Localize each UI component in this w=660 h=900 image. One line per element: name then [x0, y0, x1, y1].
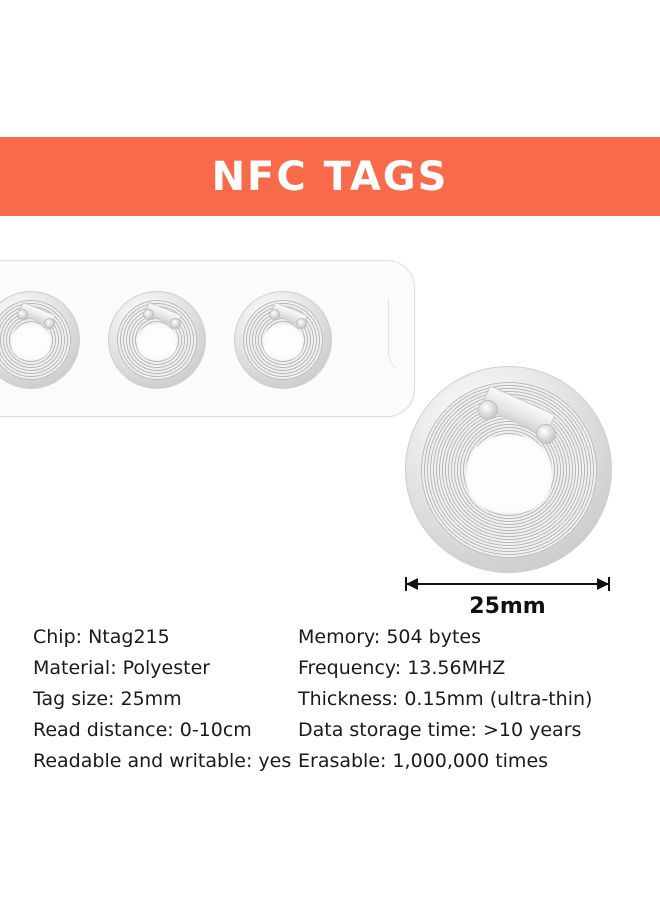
- spec-item-read-distance: Read distance: 0-10cm: [33, 719, 252, 741]
- spec-column-left: [0, 622, 298, 777]
- spec-item-readable-writable: Readable and writable: yes: [33, 750, 292, 772]
- coil-center: [11, 324, 51, 360]
- spec-item-material: Material: Polyester: [33, 657, 211, 679]
- spec-item-thickness: Thickness: 0.15mm (ultra-thin): [298, 688, 593, 710]
- chip-contact-dot: [143, 309, 154, 320]
- page-title: NFC TAGS: [211, 153, 449, 200]
- spec-item-chip: Chip: Ntag215: [33, 626, 170, 648]
- arrow-head-right: [597, 578, 609, 590]
- specification-list: [0, 622, 660, 777]
- nfc-tag-sheet: [0, 260, 415, 417]
- spec-column-right: [298, 622, 660, 777]
- spec-item-memory: Memory: 504 bytes: [298, 626, 481, 648]
- spec-item-erasable: Erasable: 1,000,000 times: [298, 750, 549, 772]
- chip-contact-dot: [44, 318, 55, 329]
- nfc-tag-small: [108, 291, 206, 389]
- chip-contact-dot: [17, 309, 28, 320]
- chip-contact-dot: [170, 318, 181, 329]
- chip-contact-dot: [536, 424, 556, 444]
- nfc-tag-small: [234, 291, 332, 389]
- product-photo: [0, 222, 660, 622]
- spec-item-tag-size: Tag size: 25mm: [33, 688, 182, 710]
- product-title-banner: [0, 137, 660, 216]
- arrow-head-left: [406, 578, 418, 590]
- chip-contact-dot: [269, 309, 280, 320]
- double-arrow-horizontal-icon: [405, 577, 610, 591]
- spec-item-frequency: Frequency: 13.56MHZ: [298, 657, 506, 679]
- nfc-tag-small: [0, 291, 80, 389]
- chip-contact-dot: [478, 400, 498, 420]
- chip-contact-dot: [296, 318, 307, 329]
- spec-item-data-storage-time: Data storage time: >10 years: [298, 719, 582, 741]
- dimension-label: 25mm: [469, 594, 546, 619]
- dimension-line: [405, 583, 610, 585]
- nfc-tag-large: [405, 366, 612, 573]
- coil-center: [263, 324, 303, 360]
- coil-center: [137, 324, 177, 360]
- coil-center: [466, 435, 552, 513]
